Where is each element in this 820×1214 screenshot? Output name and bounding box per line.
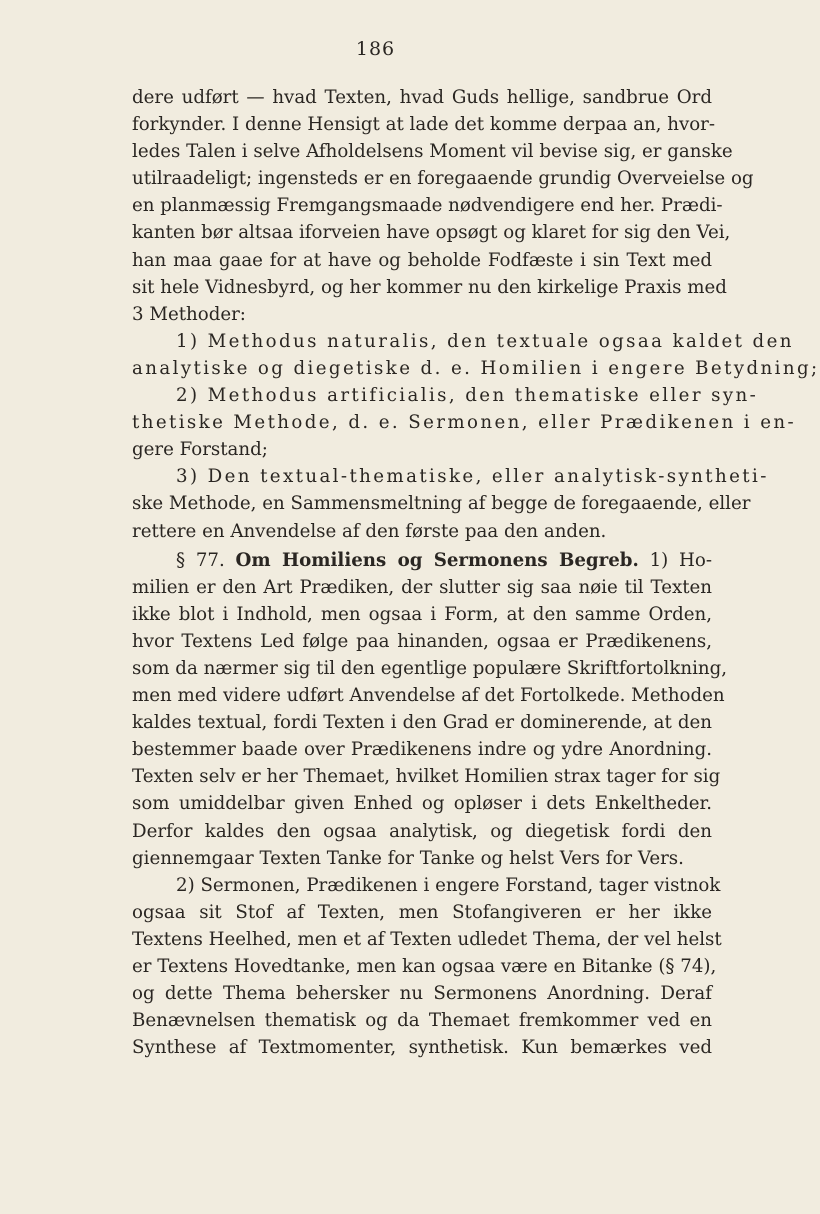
text-line: 2) Methodus artificialis, den thematiske eller syn- (176, 385, 759, 407)
section-lead: 1) Ho- (649, 549, 712, 571)
page-number: 186 (355, 38, 396, 60)
text-line: bestemmer baade over Prædikenens indre og ydre Anordning. (132, 739, 712, 761)
text-line: kanten bør altsaa iforveien have opsøgt og klaret for sig den Vei, (132, 222, 731, 244)
text-line: er Textens Hovedtanke, men kan ogsaa være en Bitanke (§ 74), (132, 956, 717, 977)
text-line: analytiske og diegetiske d. e. Homilien i engere Betydning; (132, 357, 820, 379)
paragraph-sermon (132, 872, 722, 1062)
text-line: ske Methode, en Sammensmeltning af begge de foregaaende, eller (132, 493, 751, 515)
text-line: sit hele Vidnesbyrd, og her kommer nu den kirkelige Praxis med (132, 276, 727, 298)
text-line: milien er den Art Prædiken, der slutter sig saa nøie til Texten (132, 576, 712, 598)
text-line: utilraadeligt; ingensteds er en foregaaende grundig Overveielse og (132, 168, 754, 190)
text-line: giennemgaar Texten Tanke for Tanke og helst Vers for Vers. (132, 847, 684, 869)
text-line: ikke blot i Indhold, men ogsaa i Form, at den samme Orden, (132, 603, 712, 625)
text-line: Benævnelsen thematisk og da Themaet fremkommer ved en (132, 1010, 712, 1032)
method-list-item-2 (132, 382, 797, 463)
text-line: forkynder. I denne Hensigt at lade det komme derpaa an, hvor- (132, 114, 716, 136)
section-heading (132, 547, 712, 574)
text-line: men med videre udført Anvendelse af det Fortolkede. Methoden (132, 685, 725, 707)
text-line: 1) Methodus naturalis, den textuale ogsaa kaldet den (176, 330, 794, 352)
text-line: rettere en Anvendelse af den første paa den anden. (132, 520, 607, 542)
section-number: § 77. (176, 549, 225, 571)
text-line: 3 Methoder: (132, 303, 246, 325)
text-line: Derfor kaldes den ogsaa analytisk, og diegetisk fordi den (132, 820, 712, 842)
text-line: kaldes textual, fordi Texten i den Grad er dominerende, at den (132, 712, 712, 734)
text-line: Textens Heelhed, men et af Texten udledet Thema, der vel helst (132, 928, 722, 950)
text-line: gere Forstand; (132, 439, 268, 461)
text-line: 3) Den textual-thematiske, eller analytisk-syntheti- (176, 466, 769, 488)
text-line: hvor Textens Led følge paa hinanden, ogsaa er Prædikenens, (132, 630, 712, 652)
text-line: ogsaa sit Stof af Texten, men Stofangiveren er her ikke (132, 901, 712, 923)
text-line: Synthese af Textmomenter, synthetisk. Kun bemærkes ved (132, 1037, 712, 1059)
text-line: dere udført — hvad Texten, hvad Guds hellige, sandbrue Ord (132, 87, 712, 108)
text-line: og dette Thema behersker nu Sermonens Anordning. Deraf (132, 983, 712, 1005)
text-line: 2) Sermonen, Prædikenen i engere Forstand, tager vistnok (176, 874, 721, 896)
text-line: ledes Talen i selve Afholdelsens Moment vil bevise sig, er ganske (132, 141, 733, 163)
text-line: Texten selv er her Themaet, hvilket Homilien strax tager for sig (132, 766, 721, 788)
section-77 (132, 547, 728, 872)
text-line: en planmæssig Fremgangsmaade nødvendigere end her. Prædi- (132, 195, 723, 217)
text-line: som umiddelbar given Enhed og opløser i dets Enkeltheder. (132, 793, 712, 815)
text-line: han maa gaae for at have og beholde Fodfæste i sin Text med (132, 249, 712, 271)
section-title: Om Homiliens og Sermonens Begreb. (235, 549, 639, 571)
method-list-item-1 (132, 328, 820, 382)
text-line: thetiske Methode, d. e. Sermonen, eller Prædikenen i en- (132, 412, 797, 434)
text-line: som da nærmer sig til den egentlige populære Skriftfortolkning, (132, 657, 728, 679)
paragraph-intro (132, 84, 754, 328)
body-text (132, 84, 820, 1061)
method-list-item-3 (132, 463, 769, 544)
